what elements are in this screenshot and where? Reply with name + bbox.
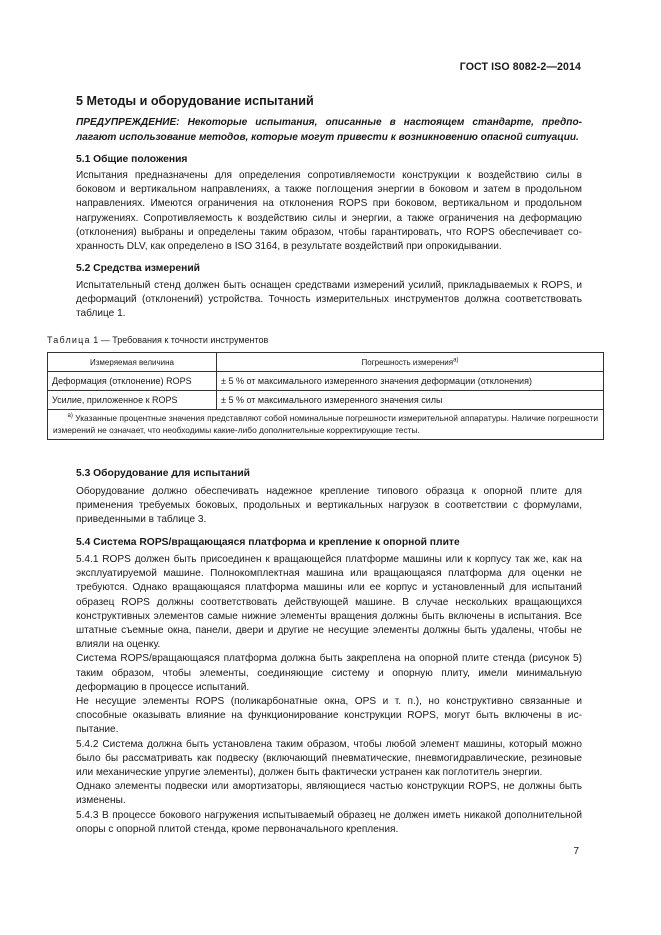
section-5-4-paragraph: Не несущие элементы ROPS (поликарбонатные окна, OPS и т. п.), но конструктивно связанные и способные оказывать влияние на функционирование конструкции ROPS, могут быть включены в испытание. <box>76 696 582 736</box>
table-cell-quantity: Деформация (отклонение) ROPS <box>48 372 217 391</box>
section-5-1-heading: 5.1 Общие положения <box>76 154 188 165</box>
table-cell-error: ± 5 % от максимального измеренного значения силы <box>217 391 604 410</box>
table-header-error-label: Погрешность измерения <box>361 357 454 367</box>
section-5-3-paragraph: Оборудование должно обеспечивать надежное крепление типового образца к опорной плите для применения требуемых боковых, продольных и вертикальных нагрузок в соответствии с формулами, приведенными в таблице 3. <box>76 486 582 526</box>
section-5-2-paragraph: Испытательный стенд должен быть оснащен средствами измерений усилий, прикладываемых к ROPS, и деформаций (отклонений) устройства. Точность измерительных инструментов должна соответствовать таблице 1. <box>76 280 582 320</box>
section-5-2-text <box>76 279 582 322</box>
section-5-4-paragraph: Система ROPS/вращающаяся платформа должна быть закреплена на опорной плите стенда (рисунок 5) таким образом, чтобы элементы, соединяющие систему и опорную плиту, имели минимальную деформацию в процессе испытаний. <box>76 653 582 693</box>
section-5-4-3-paragraph: 5.4.3 В процессе бокового нагружения испытываемый образец не должен иметь никакой дополнительной опоры с опорной плитой стенда, кроме первоначального крепления. <box>76 809 582 835</box>
section-5-4-text <box>76 553 582 837</box>
section-5-4-heading: 5.4 Система ROPS/вращающаяся платформа и крепление к опорной плите <box>76 537 460 548</box>
table-cell-quantity: Усилие, приложенное к ROPS <box>48 391 217 410</box>
table-header-error <box>217 353 604 372</box>
section-5-3-heading: 5.3 Оборудование для испытаний <box>76 468 251 479</box>
warning-paragraph: ПРЕДУПРЕЖДЕНИЕ: Некоторые испытания, описанные в настоящем стандарте, предполагают использование методов, которые могут привести к возникновению опасной ситуации. <box>76 117 582 143</box>
table-caption-word: Таблица <box>47 335 91 345</box>
footnote-mark: a) <box>453 356 459 363</box>
section-5-4-paragraph: Однако элементы подвески или амортизаторы, являющиеся частью конструкции ROPS, не должны быть изменены. <box>76 781 582 807</box>
standard-designation: ГОСТ ISO 8082-2—2014 <box>459 61 581 73</box>
footnote-mark: a) <box>67 413 73 420</box>
accuracy-table <box>47 352 604 440</box>
table-header-row <box>48 353 604 372</box>
table-note-text: Указанные процентные значения представляют собой номинальные погрешности измерительной аппаратуры. Наличие погрешности измерений не означает, что необходимы какие-либо дополнительные корректирующие тесты. <box>53 413 598 435</box>
warning-text <box>76 116 582 145</box>
section-5-heading: 5 Методы и оборудование испытаний <box>76 94 314 108</box>
table-1-caption <box>47 335 268 345</box>
table-header-quantity: Измеряемая величина <box>48 353 217 372</box>
table-caption-title: 1 — Требования к точности инструментов <box>93 335 269 345</box>
table-row <box>48 372 604 391</box>
section-5-3-text <box>76 485 582 528</box>
table-cell-error: ± 5 % от максимального измеренного значения деформации (отклонения) <box>217 372 604 391</box>
page-number: 7 <box>573 846 579 857</box>
table-note <box>48 410 604 440</box>
section-5-2-heading: 5.2 Средства измерений <box>76 263 201 274</box>
section-5-4-1-paragraph: 5.4.1 ROPS должен быть присоединен к вращающейся платформе машины или к корпусу так же, как на эксплуатируемой машине. Полнокомплектная машина или вращающаяся платформа для оценки не требуются. Однако вращающаяся платформа машины или ее корпус и установленный для испытаний образец ROPS должны соответствовать действующей машине. В случае нескольких вращающихся конструктивных элементов самые нижние элементы вращения должны быть включены в испытания. Все штатные съемные окна, панели, двери и другие не несущие элементы должны быть удалены, чтобы не влияли на оценку. <box>76 554 582 651</box>
section-5-4-2-paragraph: 5.4.2 Система должна быть установлена таким образом, чтобы любой элемент машины, который можно было бы рассматривать как подвеску (включающий пневматические, пневмогидравлические, резиновые или механические упругие элементы), должен быть фактически устранен как поглотитель энергии. <box>76 738 582 779</box>
section-5-1-text <box>76 169 582 254</box>
section-5-1-paragraph: Испытания предназначены для определения сопротивляемости конструкции к воздействию силы в боковом и вертикальном направлениях, а также поглощения энергии в боковом и затем в продольном направлениях. Имеются ограничения на отклонения ROPS при боковом, вертикальном и продольном нагружениях. Сопротивляемость к воздействию силы и энергии, а также ограничения на деформацию (отклонения) выбраны и определены таким образом, чтобы гарантировать, что ROPS обеспечивает сохранность DLV, как определено в ISO 3164, в результате воздействий при опрокидывании. <box>76 170 582 253</box>
table-note-row <box>48 410 604 440</box>
table-row <box>48 391 604 410</box>
